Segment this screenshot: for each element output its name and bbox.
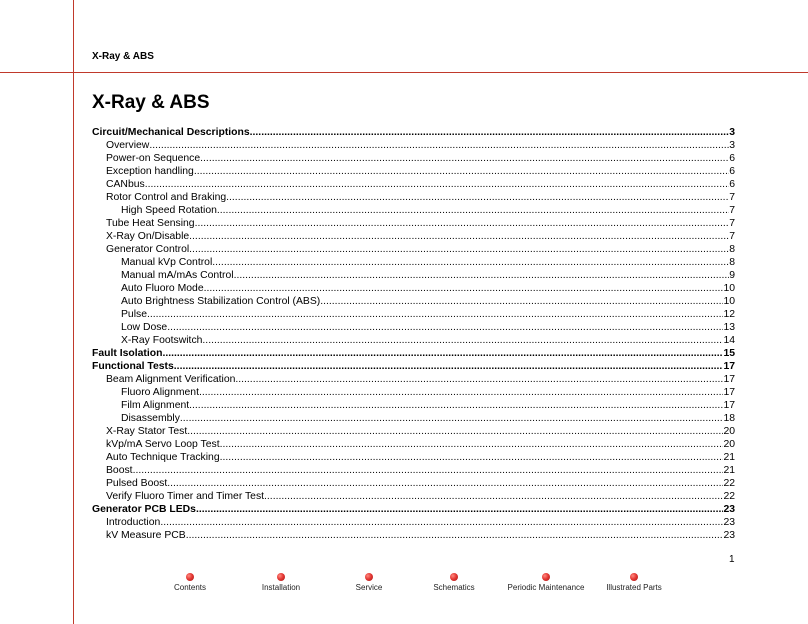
toc-entry-label: Circuit/Mechanical Descriptions — [92, 127, 250, 138]
toc-entry-page: 3 — [729, 127, 735, 138]
toc-entry[interactable] — [92, 165, 735, 178]
toc-entry-label: Generator PCB LEDs — [92, 504, 196, 515]
nav-link-label: Illustrated Parts — [606, 583, 662, 592]
toc-leader-dots — [220, 438, 724, 451]
toc-entry[interactable] — [92, 477, 735, 490]
toc-entry-page: 9 — [729, 270, 735, 281]
toc-entry-page: 20 — [723, 426, 735, 437]
toc-entry[interactable] — [92, 295, 735, 308]
toc-entry[interactable] — [92, 529, 735, 542]
toc-entry[interactable] — [92, 425, 735, 438]
toc-leader-dots — [187, 425, 723, 438]
toc-leader-dots — [147, 308, 723, 321]
toc-entry[interactable] — [92, 334, 735, 347]
toc-entry-label: kV Measure PCB — [106, 530, 186, 541]
toc-leader-dots — [133, 464, 724, 477]
toc-entry[interactable] — [92, 256, 735, 269]
toc-leader-dots — [196, 503, 724, 516]
header-rule — [0, 72, 808, 73]
toc-entry[interactable] — [92, 321, 735, 334]
toc-leader-dots — [212, 256, 729, 269]
toc-leader-dots — [167, 477, 723, 490]
toc-entry[interactable] — [92, 490, 735, 503]
toc-leader-dots — [320, 295, 723, 308]
nav-link-illustrated-parts[interactable] — [584, 573, 684, 592]
red-dot-icon[interactable] — [630, 573, 638, 581]
toc-entry[interactable] — [92, 282, 735, 295]
toc-entry-label: Pulsed Boost — [106, 478, 168, 489]
toc-entry-label: Introduction — [106, 517, 161, 528]
toc-entry[interactable] — [92, 139, 735, 152]
toc-entry-page: 21 — [723, 465, 735, 476]
toc-entry-label: Fluoro Alignment — [121, 387, 199, 398]
toc-leader-dots — [160, 516, 723, 529]
toc-entry-page: 13 — [723, 322, 735, 333]
toc-entry-page: 23 — [723, 504, 735, 515]
bottom-navigation — [0, 573, 808, 603]
toc-entry-page: 3 — [729, 140, 735, 151]
vertical-margin-rule — [73, 0, 74, 624]
toc-entry-page: 6 — [729, 166, 735, 177]
toc-leader-dots — [204, 282, 724, 295]
toc-leader-dots — [194, 165, 729, 178]
red-dot-icon[interactable] — [277, 573, 285, 581]
toc-leader-dots — [174, 360, 724, 373]
toc-leader-dots — [162, 347, 723, 360]
toc-entry[interactable] — [92, 152, 735, 165]
toc-entry-label: X-Ray Stator Test — [106, 426, 188, 437]
red-dot-icon[interactable] — [365, 573, 373, 581]
toc-entry-page: 7 — [729, 205, 735, 216]
toc-entry-page: 7 — [729, 218, 735, 229]
toc-leader-dots — [199, 386, 723, 399]
toc-leader-dots — [250, 126, 730, 139]
nav-link-periodic-maintenance[interactable] — [496, 573, 596, 592]
toc-leader-dots — [202, 334, 723, 347]
nav-link-label: Installation — [261, 583, 301, 592]
toc-entry-page: 10 — [723, 283, 735, 294]
toc-leader-dots — [195, 217, 730, 230]
toc-entry-label: High Speed Rotation — [121, 205, 217, 216]
toc-entry-page: 8 — [729, 244, 735, 255]
toc-entry-page: 17 — [723, 374, 735, 385]
page-number: 1 — [729, 554, 735, 565]
toc-leader-dots — [226, 191, 729, 204]
toc-entry[interactable] — [92, 412, 735, 425]
toc-entry-label: Rotor Control and Braking — [106, 192, 227, 203]
toc-entry-page: 18 — [723, 413, 735, 424]
toc-leader-dots — [180, 412, 724, 425]
toc-leader-dots — [186, 529, 724, 542]
toc-entry[interactable] — [92, 308, 735, 321]
toc-entry-label: Auto Fluoro Mode — [121, 283, 204, 294]
toc-entry-label: Auto Brightness Stabilization Control (ABS) — [121, 296, 321, 307]
toc-entry[interactable] — [92, 243, 735, 256]
toc-entry-label: Disassembly — [121, 413, 180, 424]
running-header: X-Ray & ABS — [92, 51, 154, 62]
toc-entry-label: Boost — [106, 465, 133, 476]
toc-entry-page: 20 — [723, 439, 735, 450]
nav-link-installation[interactable] — [231, 573, 331, 592]
toc-entry-label: Pulse — [121, 309, 147, 320]
toc-entry-label: Tube Heat Sensing — [106, 218, 195, 229]
toc-entry-label: Exception handling — [106, 166, 194, 177]
nav-link-label: Service — [355, 583, 383, 592]
toc-entry-label: Fault Isolation — [92, 348, 163, 359]
toc-entry[interactable] — [92, 386, 735, 399]
toc-leader-dots — [167, 321, 723, 334]
toc-entry[interactable] — [92, 191, 735, 204]
toc-entry[interactable] — [92, 217, 735, 230]
toc-entry-page: 14 — [723, 335, 735, 346]
red-dot-icon[interactable] — [450, 573, 458, 581]
toc-leader-dots — [149, 139, 729, 152]
toc-leader-dots — [189, 243, 729, 256]
toc-entry[interactable] — [92, 373, 735, 386]
nav-link-label: Contents — [173, 583, 207, 592]
toc-entry-label: Auto Technique Tracking — [106, 452, 220, 463]
toc-entry-page: 10 — [723, 296, 735, 307]
toc-entry-label: Low Dose — [121, 322, 168, 333]
toc-leader-dots — [145, 178, 730, 191]
toc-entry[interactable] — [92, 269, 735, 282]
toc-entry[interactable] — [92, 178, 735, 191]
toc-entry-page: 17 — [723, 387, 735, 398]
toc-entry-page: 8 — [729, 257, 735, 268]
red-dot-icon[interactable] — [542, 573, 550, 581]
toc-entry-label: X-Ray On/Disable — [106, 231, 190, 242]
toc-entry[interactable] — [92, 126, 735, 139]
nav-link-contents[interactable] — [140, 573, 240, 592]
toc-entry[interactable] — [92, 464, 735, 477]
toc-entry-label: X-Ray Footswitch — [121, 335, 203, 346]
toc-entry-page: 17 — [723, 400, 735, 411]
toc-entry-label: Power-on Sequence — [106, 153, 201, 164]
toc-leader-dots — [235, 373, 723, 386]
toc-leader-dots — [189, 399, 723, 412]
toc-entry-page: 23 — [723, 517, 735, 528]
toc-entry[interactable] — [92, 347, 735, 360]
toc-entry-label: Functional Tests — [92, 361, 174, 372]
toc-entry-page: 7 — [729, 192, 735, 203]
nav-link-label: Schematics — [433, 583, 475, 592]
toc-entry[interactable] — [92, 438, 735, 451]
page-title: X-Ray & ABS — [92, 92, 210, 113]
toc-entry-page: 22 — [723, 491, 735, 502]
nav-link-schematics[interactable] — [404, 573, 504, 592]
toc-entry-page: 6 — [729, 153, 735, 164]
toc-entry[interactable] — [92, 204, 735, 217]
toc-entry-label: Manual kVp Control — [121, 257, 213, 268]
toc-leader-dots — [189, 230, 729, 243]
toc-entry-label: Verify Fluoro Timer and Timer Test — [106, 491, 265, 502]
toc-leader-dots — [217, 204, 729, 217]
toc-entry-label: Generator Control — [106, 244, 190, 255]
toc-leader-dots — [200, 152, 729, 165]
toc-leader-dots — [234, 269, 730, 282]
toc-entry-page: 6 — [729, 179, 735, 190]
toc-entry-label: CANbus — [106, 179, 145, 190]
toc-entry-label: kVp/mA Servo Loop Test — [106, 439, 220, 450]
toc-entry[interactable] — [92, 230, 735, 243]
toc-entry[interactable] — [92, 451, 735, 464]
toc-entry-label: Film Alignment — [121, 400, 190, 411]
toc-leader-dots — [264, 490, 723, 503]
toc-entry-page: 22 — [723, 478, 735, 489]
table-of-contents — [92, 126, 735, 542]
toc-entry[interactable] — [92, 503, 735, 516]
toc-entry-label: Manual mA/mAs Control — [121, 270, 234, 281]
toc-entry-page: 7 — [729, 231, 735, 242]
toc-leader-dots — [220, 451, 724, 464]
toc-entry[interactable] — [92, 360, 735, 373]
toc-entry-label: Beam Alignment Verification — [106, 374, 236, 385]
toc-entry-page: 23 — [723, 530, 735, 541]
toc-entry-page: 12 — [723, 309, 735, 320]
toc-entry[interactable] — [92, 399, 735, 412]
toc-entry-page: 15 — [723, 348, 735, 359]
red-dot-icon[interactable] — [186, 573, 194, 581]
toc-entry-page: 21 — [723, 452, 735, 463]
toc-entry-page: 17 — [723, 361, 735, 372]
nav-link-label: Periodic Maintenance — [507, 583, 585, 592]
toc-entry[interactable] — [92, 516, 735, 529]
toc-entry-label: Overview — [106, 140, 150, 151]
